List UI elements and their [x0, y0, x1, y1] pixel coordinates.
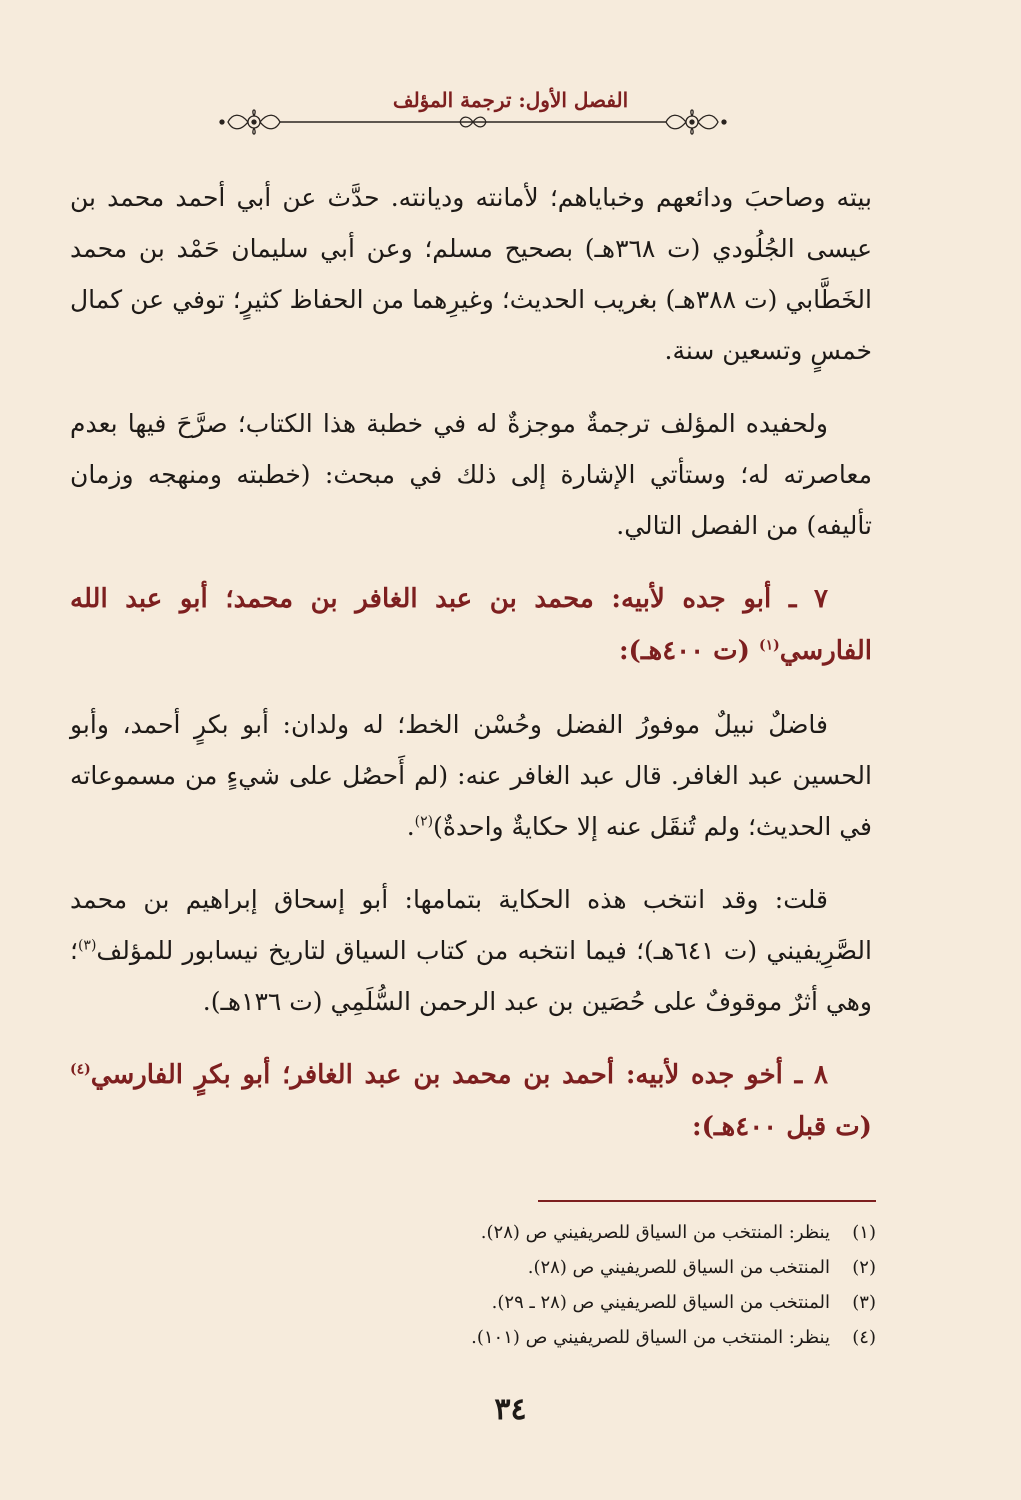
paragraph-2: ولحفيده المؤلف ترجمةٌ موجزةٌ له في خطبة هذا الكتاب؛ صرَّحَ فيها بعدم معاصرته له؛ وستأتي الإشارة إلى ذلك في مبحث: (خطبته ومنهجه وزمان تأليفه) من الفصل التالي.: [70, 409, 872, 540]
main-text: [70, 172, 872, 1175]
footnote-ref-3: (٣): [77, 937, 97, 954]
footnote-text: المنتخب من السياق للصريفيني ص (٢٨ ـ ٢٩).: [491, 1292, 830, 1313]
footnote-ref-1: (١): [758, 637, 780, 654]
paragraph-1: بيته وصاحبَ ودائعهم وخباياهم؛ لأمانته وديانته. حدَّث عن أبي أحمد محمد بن عيسى الجُلُودي (ت ٣٦٨هـ) بصحيح مسلم؛ وعن أبي سليمان حَمْد بن محمد الخَطَّابي (ت ٣٨٨هـ) بغريب الحديث؛ وغيرِهما من الحفاظ كثيرٍ؛ توفي عن كمال خمسٍ وتسعين سنة.: [70, 183, 872, 365]
footnote-text: المنتخب من السياق للصريفيني ص (٢٨).: [527, 1257, 830, 1278]
footnotes: [140, 1215, 876, 1355]
footnote-number: (٣): [852, 1292, 876, 1313]
paragraph-3: [70, 699, 872, 852]
paragraph-4: [70, 874, 872, 1027]
footnote-2: [140, 1250, 876, 1285]
footnote-number: (٢): [852, 1257, 876, 1278]
entry-heading-8-text: ٨ ـ أخو جده لأبيه: أحمد بن محمد بن عبد الغافر؛ أبو بكرٍ الفارسي: [90, 1060, 828, 1090]
entry-heading-8-date: (ت قبل ٤٠٠هـ):: [692, 1112, 872, 1142]
paragraph-3-end: .: [406, 812, 415, 841]
entry-heading-8: [70, 1049, 872, 1153]
footnote-text: ينظر: المنتخب من السياق للصريفيني ص (٢٨).: [480, 1222, 830, 1243]
running-title: الفصل الأول: ترجمة المؤلف: [392, 88, 629, 112]
footnote-number: (٤): [852, 1327, 876, 1348]
entry-heading-7-text: ٧ ـ أبو جده لأبيه: محمد بن عبد الغافر بن محمد؛ أبو عبد الله الفارسي: [70, 584, 872, 666]
paragraph-4-text: قلت: وقد انتخب هذه الحكاية بتمامها: أبو إسحاق إبراهيم بن محمد الصَّرِيفيني (ت ٦٤١هـ)؛ فيما انتخبه من كتاب السياق لتاريخ نيسابور للمؤلف: [70, 885, 872, 965]
footnote-4: [140, 1320, 876, 1355]
paragraph-3-text: فاضلٌ نبيلٌ موفورُ الفضل وحُسْن الخط؛ له ولدان: أبو بكرٍ أحمد، وأبو الحسين عبد الغافر. قال عبد الغافر عنه: (لم أَحصُل على شيءٍ من مسموعاته في الحديث؛ ولم تُنقَل عنه إلا حكايةٌ واحدةٌ): [70, 710, 872, 841]
footnote-ref-4: (٤): [70, 1061, 91, 1078]
footnote-separator: [538, 1200, 876, 1202]
page-number: ٣٤: [494, 1392, 527, 1427]
ornamental-rule: [218, 106, 728, 142]
footnote-3: [140, 1285, 876, 1320]
entry-heading-7-date: (ت ٤٠٠هـ):: [618, 636, 759, 666]
footnote-text: ينظر: المنتخب من السياق للصريفيني ص (١٠١).: [471, 1327, 830, 1348]
footnote-number: (١): [852, 1222, 876, 1243]
footnote-1: [140, 1215, 876, 1250]
entry-heading-7: [70, 573, 872, 677]
footnote-ref-2: (٢): [414, 813, 434, 830]
paragraph-4-end: ؛ وهي أثرٌ موقوفٌ على حُصَين بن عبد الرحمن السُّلَمِي (ت ١٣٦هـ).: [70, 936, 872, 1016]
